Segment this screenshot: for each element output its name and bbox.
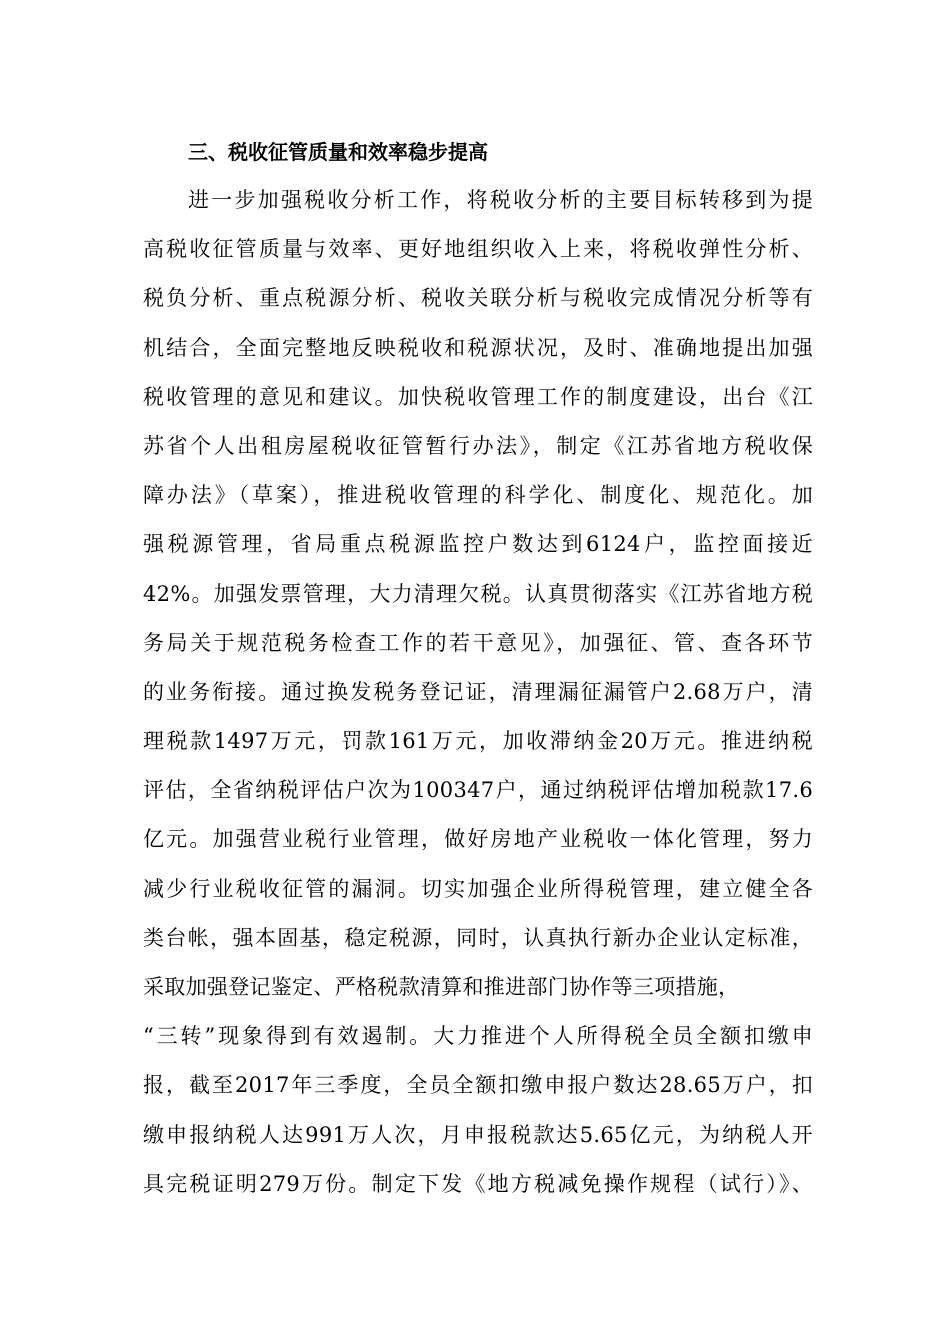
text-line: 亿元。加强营业税行业管理，做好房地产业税收一体化管理，努力 [143, 827, 813, 852]
text-line: 减少行业税收征管的漏洞。切实加强企业所得税管理，建立健全各 [143, 876, 813, 901]
text-line: 采取加强登记鉴定、严格税款清算和推进部门协作等三项措施， [143, 975, 740, 999]
section-heading: 三、税收征管质量和效率稳步提高 [188, 140, 488, 164]
text-line: 机结合，全面完整地反映税收和税源状况，及时、准确地提出加强 [143, 335, 813, 360]
text-line: 具完税证明279万份。制定下发《地方税减免操作规程（试行）》、 [143, 1171, 813, 1196]
text-line: 税负分析、重点税源分析、税收关联分析与税收完成情况分析等有 [143, 286, 813, 311]
text-line: 类台帐，强本固基，稳定税源，同时，认真执行新办企业认定标准， [143, 925, 813, 950]
text-line: 进一步加强税收分析工作，将税收分析的主要目标转移到为提 [188, 188, 813, 212]
text-line: 的业务衔接。通过换发税务登记证，清理漏征漏管户2.68万户，清 [143, 679, 813, 704]
text-line: 报，截至2017年三季度，全员全额扣缴申报户数达28.65万户，扣 [143, 1073, 813, 1098]
text-line: 税收管理的意见和建议。加快税收管理工作的制度建设，出台《江 [143, 384, 813, 409]
text-line: “三转”现象得到有效遏制。大力推进个人所得税全员全额扣缴申 [143, 1024, 813, 1049]
text-line: 障办法》（草案），推进税收管理的科学化、制度化、规范化。加 [143, 483, 813, 508]
text-line: 强税源管理，省局重点税源监控户数达到6124户，监控面接近 [143, 532, 813, 557]
text-line: 42%。加强发票管理，大力清理欠税。认真贯彻落实《江苏省地方税 [143, 581, 813, 606]
text-line: 理税款1497万元，罚款161万元，加收滞纳金20万元。推进纳税 [143, 729, 813, 754]
body-paragraph [143, 180, 813, 1213]
text-line: 高税收征管质量与效率、更好地组织收入上来，将税收弹性分析、 [143, 237, 813, 262]
text-line: 务局关于规范税务检查工作的若干意见》，加强征、管、查各环节 [143, 630, 813, 655]
text-line: 缴申报纳税人达991万人次，月申报税款达5.65亿元，为纳税人开 [143, 1122, 813, 1147]
text-line: 苏省个人出租房屋税收征管暂行办法》，制定《江苏省地方税收保 [143, 433, 813, 458]
text-line: 评估，全省纳税评估户次为100347户，通过纳税评估增加税款17.6 [143, 778, 813, 803]
